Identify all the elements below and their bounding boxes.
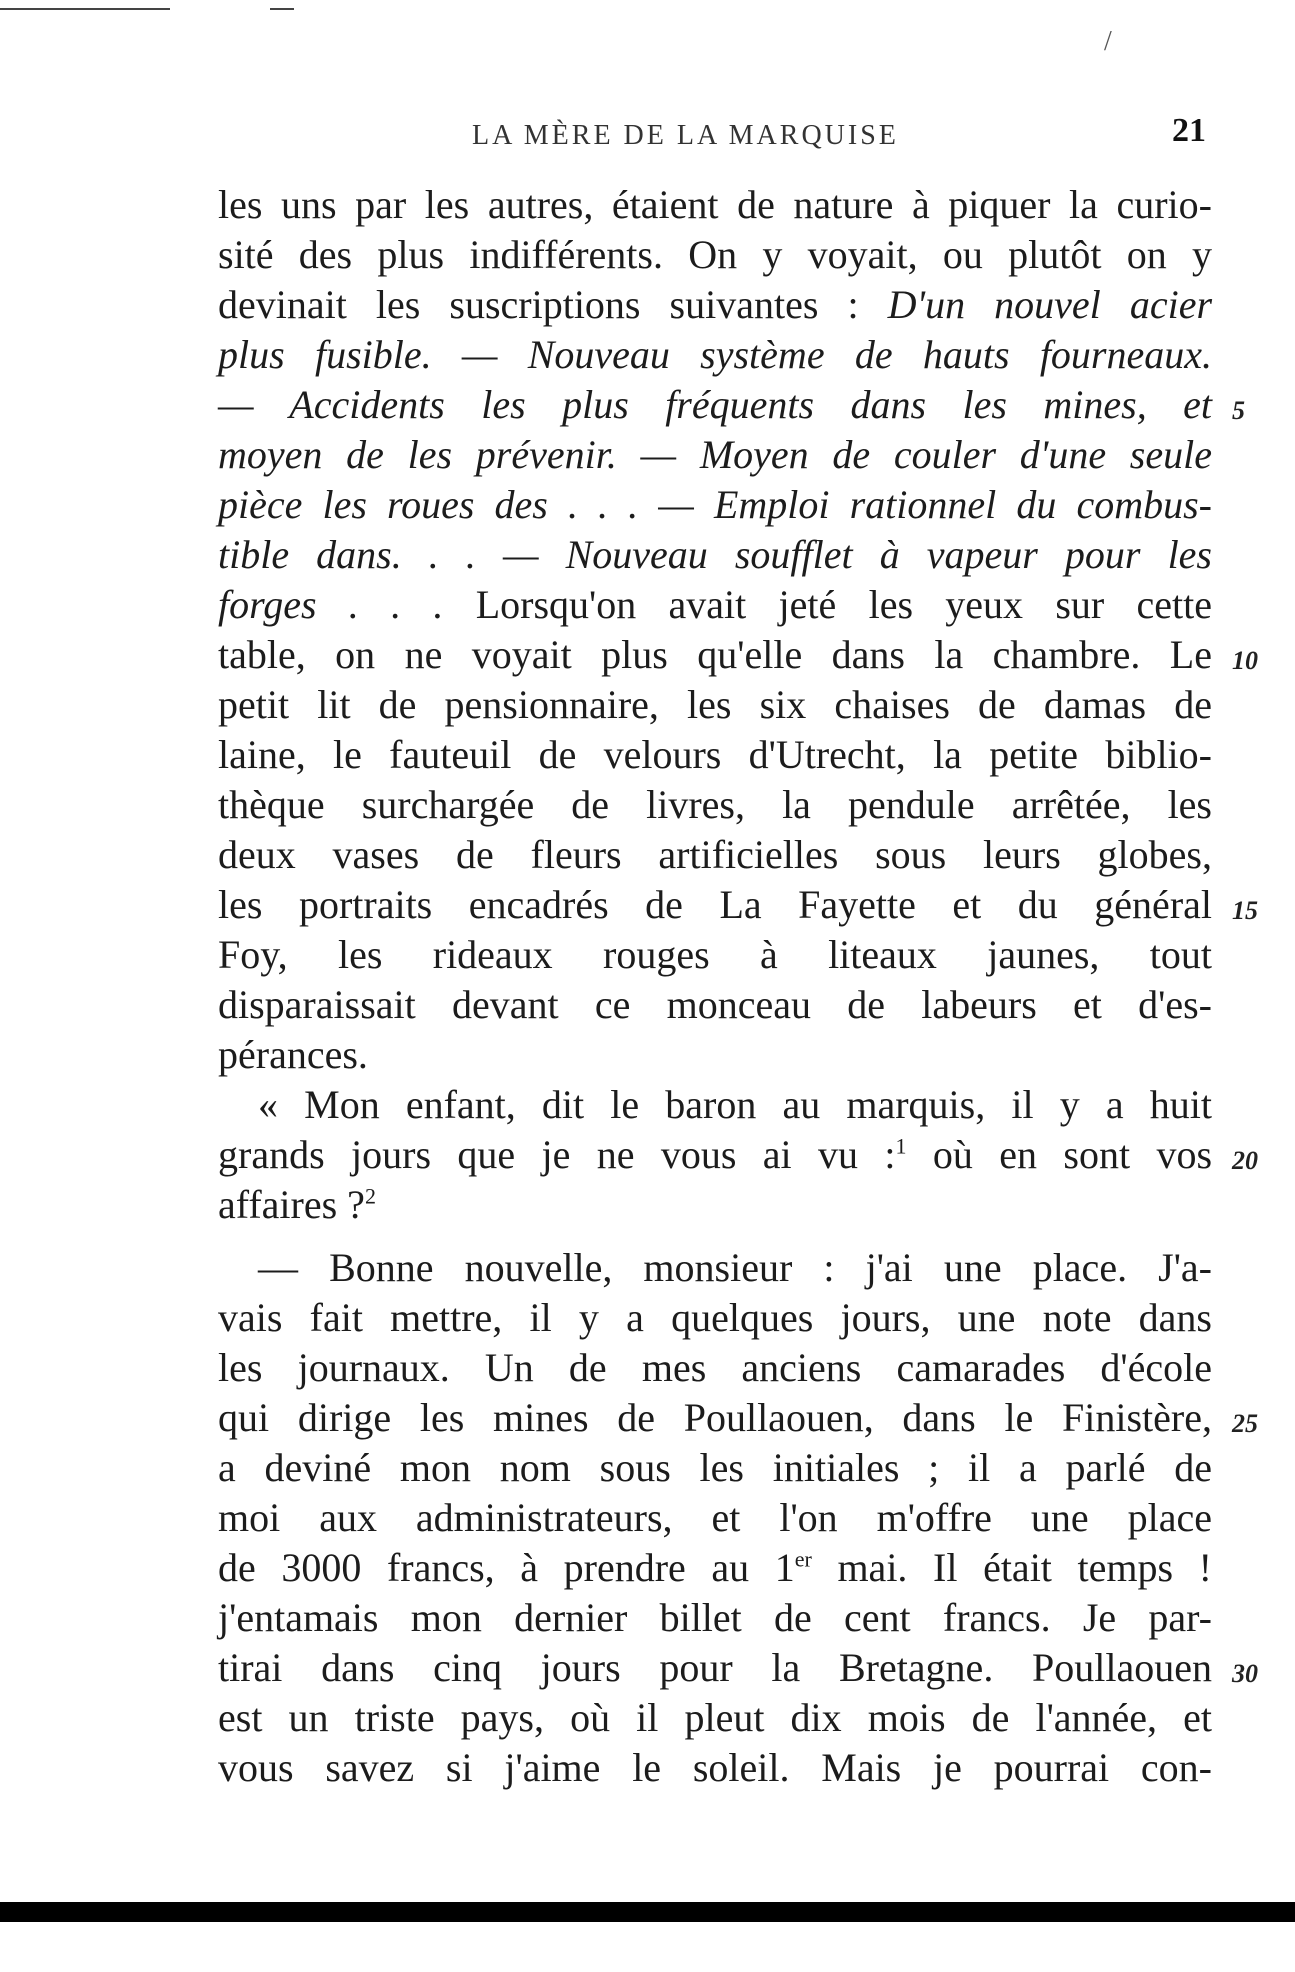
text-line	[218, 1543, 1212, 1593]
text-line: vous savez si j'aime le soleil. Mais je pourrai con-	[218, 1745, 1212, 1790]
margin-line-number: 25	[1232, 1409, 1258, 1438]
scan-bottom-edge	[0, 1902, 1295, 1922]
italic-title: forges . . .	[218, 582, 444, 627]
text-line: sité des plus indifférents. On y voyait, ou plutôt on y	[218, 232, 1212, 277]
italic-title: — Accidents les plus fréquents dans les mines, et	[218, 382, 1212, 427]
text-line	[218, 580, 1212, 630]
top-rule-right	[270, 8, 294, 10]
text-line	[218, 480, 1212, 530]
text-segment: où en sont vos	[906, 1132, 1213, 1177]
text-line: pérances.	[218, 1032, 368, 1077]
text-line: laine, le fauteuil de velours d'Utrecht, la petite biblio-	[218, 732, 1212, 777]
text-segment: mai. Il était temps !	[811, 1545, 1212, 1590]
text-line	[218, 330, 1212, 380]
running-head: LA MÈRE DE LA MARQUISE	[472, 120, 899, 151]
margin-line-number: 15	[1232, 896, 1258, 925]
margin-line-number: 20	[1232, 1146, 1258, 1175]
text-line	[218, 530, 1212, 580]
margin-line-number: 5	[1232, 396, 1245, 425]
text-line	[218, 380, 1212, 430]
stray-slash-mark: /	[1104, 26, 1112, 57]
margin-line-number: 30	[1232, 1659, 1258, 1688]
top-rule-left	[0, 8, 170, 10]
footnote-ref: 1	[895, 1133, 907, 1159]
text-line: a deviné mon nom sous les initiales ; il a parlé de	[218, 1445, 1212, 1490]
text-segment: de 3000 francs, à prendre au 1	[218, 1545, 795, 1590]
italic-title: pièce les roues des . . . — Emploi rationnel du combus-	[218, 482, 1212, 527]
text-line: j'entamais mon dernier billet de cent francs. Je par-	[218, 1595, 1212, 1640]
text-line: les uns par les autres, étaient de nature à piquer la curio-	[218, 182, 1212, 227]
text-line: petit lit de pensionnaire, les six chaises de damas de	[218, 682, 1212, 727]
text-segment: devinait les suscriptions suivantes :	[218, 282, 859, 327]
italic-title: moyen de les prévenir. — Moyen de couler d'une seule	[218, 432, 1212, 477]
text-segment: Lorsqu'on avait jeté les yeux sur cette	[475, 582, 1213, 627]
text-line: table, on ne voyait plus qu'elle dans la chambre. Le	[218, 632, 1212, 677]
text-segment: grands jours que je ne vous ai vu :	[218, 1132, 896, 1177]
text-segment: affaires ?	[218, 1182, 365, 1227]
margin-line-number: 10	[1232, 646, 1258, 675]
text-line: Foy, les rideaux rouges à liteaux jaunes, tout	[218, 932, 1212, 977]
text-line: tirai dans cinq jours pour la Bretagne. Poullaouen	[218, 1645, 1212, 1690]
text-line: est un triste pays, où il pleut dix mois de l'année, et	[218, 1695, 1212, 1740]
text-line: disparaissait devant ce monceau de labeurs et d'es-	[218, 982, 1212, 1027]
page-number: 21	[1172, 112, 1206, 149]
text-line: — Bonne nouvelle, monsieur : j'ai une place. J'a-	[258, 1245, 1212, 1290]
text-line: vais fait mettre, il y a quelques jours, une note dans	[218, 1295, 1212, 1340]
text-line: les journaux. Un de mes anciens camarades d'école	[218, 1345, 1212, 1390]
italic-title: plus fusible. — Nouveau système de hauts fourneaux.	[218, 332, 1212, 377]
text-line: deux vases de fleurs artificielles sous leurs globes,	[218, 832, 1212, 877]
text-line: thèque surchargée de livres, la pendule arrêtée, les	[218, 782, 1212, 827]
footnote-ref: 2	[364, 1183, 376, 1209]
text-line: qui dirige les mines de Poullaouen, dans le Finistère,	[218, 1395, 1212, 1440]
italic-title: D'un nouvel acier	[887, 282, 1213, 327]
text-line: « Mon enfant, dit le baron au marquis, il y a huit	[258, 1082, 1212, 1127]
text-line: moi aux administrateurs, et l'on m'offre une place	[218, 1495, 1212, 1540]
text-line	[218, 1130, 1212, 1180]
text-line: les portraits encadrés de La Fayette et du général	[218, 882, 1212, 927]
superscript: er	[794, 1546, 812, 1572]
text-line	[218, 430, 1212, 480]
text-line	[218, 280, 1212, 330]
italic-title: tible dans. . . — Nouveau soufflet à vapeur pour les	[218, 532, 1212, 577]
text-line	[218, 1180, 1212, 1230]
